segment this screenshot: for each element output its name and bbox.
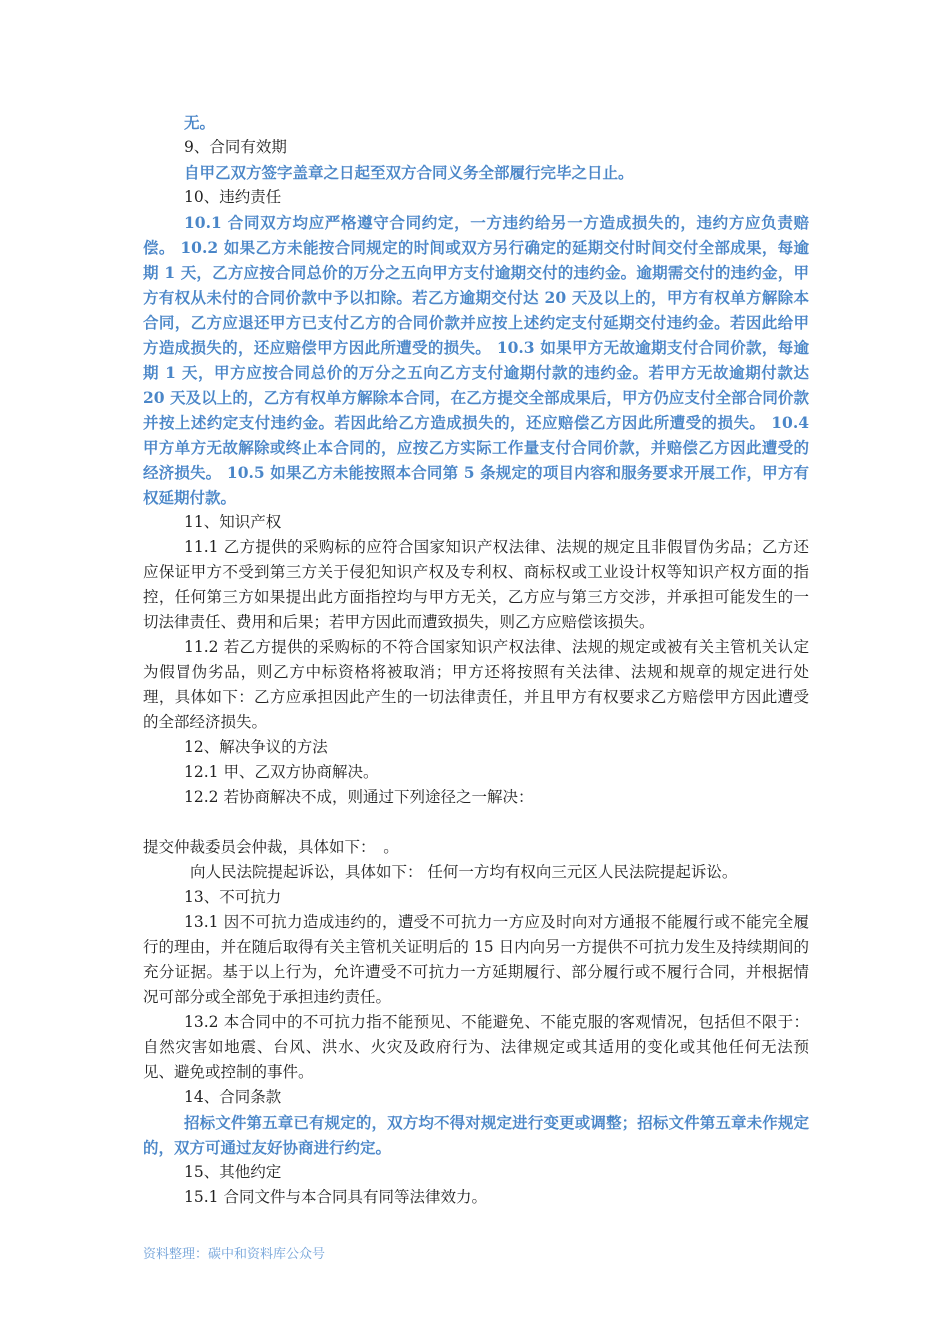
section-14-body: 招标文件第五章已有规定的，双方均不得对规定进行变更或调整；招标文件第五章未作规定的，双方可通过友好协商进行约定。 (143, 1113, 809, 1157)
section-11-title: 11、知识产权 (184, 513, 282, 531)
section-11-2: 11.2 若乙方提供的采购标的不符合国家知识产权法律、法规的规定或被有关主管机关认定为假冒伪劣品，则乙方中标资格将被取消；甲方还将按照有关法律、法规和规章的规定进行处理，具体如下：乙方应承担因此产生的一切法律责任，并且甲方有权要求乙方赔偿甲方因此遭受的全部经济损失。 (143, 638, 809, 731)
section-13-2: 13.2 本合同中的不可抗力指不能预见、不能避免、不能克服的客观情况，包括但不限于：自然灾害如地震、台风、洪水、火灾及政府行为、法律规定或其适用的变化或其他任何无法预见、避免或控制的事件。 (143, 1013, 809, 1081)
section-10-body: 10.1 合同双方均应严格遵守合同约定，一方违约给另一方造成损失的，违约方应负责赔偿。 10.2 如果乙方未能按合同规定的时间或双方另行确定的延期交付时间交付全部成果，每逾期 1 天，乙方应按合同总价的万分之五向甲方支付逾期交付的违约金。逾期需交付的违约金，甲方有权从未付的合同价款中予以扣除。若乙方逾期交付达 20 天及以上的，甲方有权单方解除本合同，乙方应退还甲方已支付乙方的合同价款并应按上述约定支付延期交付违约金。若因此给甲方造成损失的，还应赔偿甲方因此所遭受的损失。 10.3 如果甲方无故逾期支付合同价款，每逾期 1 天，甲方应按合同总价的万分之五向乙方支付逾期付款的违约金。若甲方无故逾期付款达 20 天及以上的，乙方有权单方解除本合同，在乙方提交全部成果后，甲方仍应支付全部合同价款并按上述约定支付违约金。若因此给乙方造成损失的，还应赔偿乙方因此所遭受的损失。 10.4 甲方单方无故解除或终止本合同的，应按乙方实际工作量支付合同价款，并赔偿乙方因此遭受的经济损失。 10.5 如果乙方未能按照本合同第 5 条规定的项目内容和服务要求开展工作，甲方有权延期付款。 (143, 213, 809, 507)
section-15-1: 15.1 合同文件与本合同具有同等法律效力。 (184, 1188, 487, 1206)
section-9-body: 自甲乙双方签字盖章之日起至双方合同义务全部履行完毕之日止。 (184, 163, 634, 182)
section-8-body: 无。 (184, 113, 216, 132)
section-12-title: 12、解决争议的方法 (184, 738, 328, 756)
section-12-1: 12.1 甲、乙双方协商解决。 (184, 763, 379, 781)
section-10-title: 10、违约责任 (184, 188, 282, 206)
section-13-title: 13、不可抗力 (184, 888, 282, 906)
document-body (143, 110, 809, 1210)
section-12-arbitration: 提交仲裁委员会仲裁，具体如下： 。 (143, 838, 399, 856)
footer-source: 资料整理：碳中和资料库公众号 (143, 1247, 326, 1262)
section-15-title: 15、其他约定 (184, 1163, 282, 1181)
section-14-title: 14、合同条款 (184, 1088, 282, 1106)
section-11-1: 11.1 乙方提供的采购标的应符合国家知识产权法律、法规的规定且非假冒伪劣品；乙方还应保证甲方不受到第三方关于侵犯知识产权及专利权、商标权或工业设计权等知识产权方面的指控，任何第三方如果提出此方面指控均与甲方无关，乙方应与第三方交涉，并承担可能发生的一切法律责任、费用和后果；若甲方因此而遭致损失，则乙方应赔偿该损失。 (143, 538, 809, 631)
section-12-2: 12.2 若协商解决不成，则通过下列途径之一解决： (184, 788, 534, 806)
section-9-title: 9、合同有效期 (184, 138, 287, 156)
section-12-court: 向人民法院提起诉讼，具体如下： 任何一方均有权向三元区人民法院提起诉讼。 (190, 863, 738, 881)
spacer (143, 810, 809, 835)
section-13-1: 13.1 因不可抗力造成违约的，遭受不可抗力一方应及时向对方通报不能履行或不能完全履行的理由，并在随后取得有关主管机关证明后的 15 日内向另一方提供不可抗力发生及持续期间的充分证据。基于以上行为，允许遭受不可抗力一方延期履行、部分履行或不履行合同，并根据情况可部分或全部免于承担违约责任。 (143, 913, 809, 1006)
